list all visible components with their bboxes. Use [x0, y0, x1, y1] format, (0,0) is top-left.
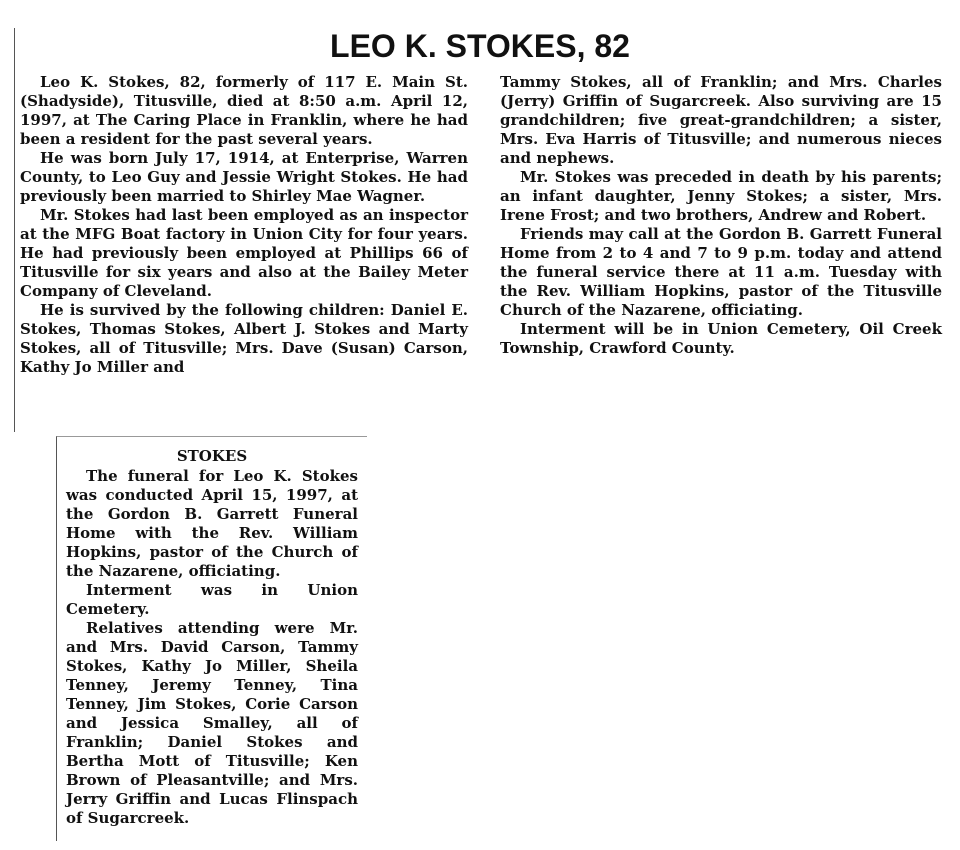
obituary-paragraph: Friends may call at the Gordon B. Garrett Funeral Home from 2 to 4 and 7 to 9 p.m. today and attend the funeral service there at 11 a.m. Tuesday with the Rev. William Hopkins, pastor of the Titusville Church of the Nazarene, officiating. — [500, 225, 942, 319]
obituary-paragraph: Mr. Stokes had last been employed as an inspector at the MFG Boat factory in Union City for four years. He had previously been employed at Phillips 66 of Titusville for six years and also at the Bailey Meter Company of Cleveland. — [20, 206, 468, 300]
funeral-notice-column — [66, 467, 358, 828]
obituary-paragraph: He is survived by the following children: Daniel E. Stokes, Thomas Stokes, Albert J. Stokes and Marty Stokes, all of Titusville; Mrs. Dave (Susan) Carson, Kathy Jo Miller and — [20, 301, 468, 376]
obituary-paragraph: Mr. Stokes was preceded in death by his parents; an infant daughter, Jenny Stokes; a sister, Mrs. Irene Frost; and two brothers, Andrew and Robert. — [500, 168, 942, 224]
obituary-right-column — [500, 73, 942, 358]
obituary-headline: LEO K. STOKES, 82 — [330, 28, 630, 64]
obituary-left-column — [20, 73, 468, 377]
obituary-paragraph: Tammy Stokes, all of Franklin; and Mrs. Charles (Jerry) Griffin of Sugarcreek. Also surviving are 15 grandchildren; five great-grandchildren; a sister, Mrs. Eva Harris of Titusville; and numerous nieces and nephews. — [500, 73, 942, 167]
funeral-notice-heading: STOKES — [176, 447, 248, 465]
funeral-notice-paragraph: Relatives attending were Mr. and Mrs. David Carson, Tammy Stokes, Kathy Jo Miller, Sheila Tenney, Jeremy Tenney, Tina Tenney, Jim Stokes, Corie Carson and Jessica Smalley, all of Franklin; Daniel Stokes and Bertha Mott of Titusville; Ken Brown of Pleasantville; and Mrs. Jerry Griffin and Lucas Flinspach of Sugarcreek. — [66, 619, 358, 827]
funeral-notice-paragraph: The funeral for Leo K. Stokes was conducted April 15, 1997, at the Gordon B. Garrett Funeral Home with the Rev. William Hopkins, pastor of the Church of the Nazarene, officiating. — [66, 467, 358, 580]
funeral-notice-paragraph: Interment was in Union Cemetery. — [66, 581, 358, 618]
obituary-paragraph: Leo K. Stokes, 82, formerly of 117 E. Main St. (Shadyside), Titusville, died at 8:50 a.m. April 12, 1997, at The Caring Place in Franklin, where he had been a resident for the past several years. — [20, 73, 468, 148]
obituary-paragraph: He was born July 17, 1914, at Enterprise, Warren County, to Leo Guy and Jessie Wright Stokes. He had previously been married to Shirley Mae Wagner. — [20, 149, 468, 205]
obituary-paragraph: Interment will be in Union Cemetery, Oil Creek Township, Crawford County. — [500, 320, 942, 357]
